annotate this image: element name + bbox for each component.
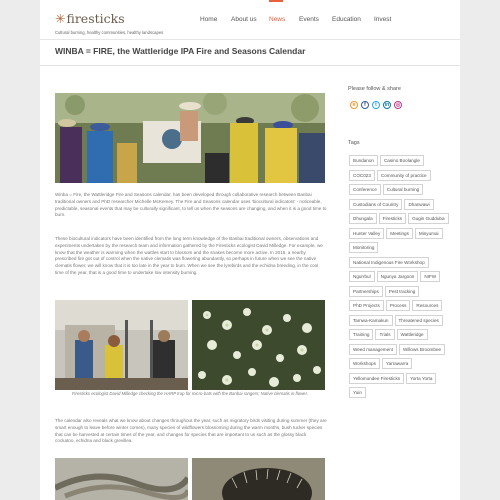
post-paragraph-3: The calendar also reveals what we know about changes throughout the year, such as migratory birds visiting during summer (they are smart enough to leave before winter comes), many species of wildflowers blossoming during the warm months, bush tucker species that can be harvested at certain times of the year, and changes for species that are important to us such as the glossy black cockatoo, echidna and black grevillea. <box>55 418 327 444</box>
rss-icon[interactable] <box>350 101 358 109</box>
tag-minyumai[interactable]: Minyumai <box>415 228 443 239</box>
tag-willows-broombee[interactable]: Willows Broombee <box>399 344 445 355</box>
tag-weed-management[interactable]: Weed management <box>349 344 397 355</box>
twitter-icon-glyph: t <box>375 102 377 108</box>
site-logo-text: firesticks <box>66 11 125 26</box>
tag-national-indigenous-fire-workshop[interactable]: National Indigenous Fire Workshop <box>349 257 429 268</box>
tag-gugin-gudduba[interactable]: Gugin Gudduba <box>408 213 448 224</box>
site-logo[interactable] <box>55 11 125 26</box>
twitter-icon[interactable] <box>372 101 380 109</box>
nav-invest[interactable]: Invest <box>374 16 392 23</box>
tag-ngunya-jargoon[interactable]: Ngunya Jargoon <box>377 271 419 282</box>
nav-about-us[interactable]: About us <box>231 16 257 23</box>
photo-echidna <box>192 458 325 500</box>
linkedin-icon[interactable] <box>383 101 391 109</box>
tag-trials[interactable]: Trials <box>375 329 394 340</box>
post-paragraph-1: Winba = Fire, the Wattleridge Fire and Seasons calendar, has been developed through collaborative research between Banbai traditional owners and PhD researcher Michelle McKemey. The Fire and Seasons calendar uses 'biocultural indicators' - noticeable, predictable, seasonal events that may be culturally significant, to tell us when the seasons are changing, and when it is a good time to burn. <box>55 192 327 218</box>
site-header <box>40 0 460 40</box>
follow-share-heading: Please follow & share <box>348 86 401 92</box>
tag-process[interactable]: Process <box>386 300 411 311</box>
tag-partnerships[interactable]: Partnerships <box>349 286 383 297</box>
firestick-star-icon: ✳ <box>55 11 66 26</box>
tag-casino-boolangle[interactable]: Casino Boolangle <box>380 155 424 166</box>
tag-conference[interactable]: Conference <box>349 184 381 195</box>
active-nav-indicator <box>269 0 283 2</box>
tag-yorta-yorta[interactable]: Yorta Yorta <box>406 373 436 384</box>
hero-photo-group-meeting <box>55 93 325 183</box>
tag-pest-tracking[interactable]: Pest tracking <box>385 286 420 297</box>
tag-yellomundee-firesticks[interactable]: Yellomundee Firesticks <box>349 373 404 384</box>
rss-icon-glyph: ʀ <box>352 102 356 108</box>
nav-events[interactable]: Events <box>299 16 319 23</box>
tag-phd-projects[interactable]: PhD Projects <box>349 300 384 311</box>
tag-nifw[interactable]: NIFW <box>420 271 440 282</box>
tag-coc023[interactable]: COC023 <box>349 170 375 181</box>
tag-workshops[interactable]: Workshops <box>349 358 380 369</box>
photo-caterpillars <box>55 458 188 500</box>
instagram-icon-glyph: ◎ <box>395 102 401 108</box>
tag-hunter-valley[interactable]: Hunter Valley <box>349 228 384 239</box>
page <box>40 0 460 500</box>
tag-training[interactable]: Training <box>349 329 373 340</box>
tag-firesticks[interactable]: Firesticks <box>379 213 406 224</box>
tag-monitoring[interactable]: Monitoring <box>349 242 378 253</box>
tag-meetings[interactable]: Meetings <box>386 228 413 239</box>
tag-dhanwawi[interactable]: Dhanwawi <box>404 199 433 210</box>
nav-home[interactable]: Home <box>200 16 218 23</box>
tag-yarrawarra[interactable]: Yarrawarra <box>382 358 412 369</box>
tag-cultural-burning[interactable]: Cultural burning <box>383 184 423 195</box>
photo-caption: Firesticks ecologist David Milledge checking the HARP trap for micro-bats with the Banbai rangers; Native clematis in flower. <box>71 391 309 396</box>
nav-education[interactable]: Education <box>332 16 361 23</box>
tag-ngurrbul[interactable]: Ngurrbul <box>349 271 375 282</box>
page-title-bar <box>40 40 460 66</box>
tag-yuin[interactable]: Yuin <box>349 387 366 398</box>
instagram-icon[interactable] <box>394 101 402 109</box>
tag-wattleridge[interactable]: Wattleridge <box>397 329 428 340</box>
tag-bundanon[interactable]: Bundanon <box>349 155 378 166</box>
site-tagline: Cultural burning, healthy communities, healthy landscapes <box>55 30 164 35</box>
tag-resources[interactable]: Resources <box>412 300 442 311</box>
facebook-icon[interactable] <box>361 101 369 109</box>
facebook-icon-glyph: f <box>364 102 366 108</box>
photo-harp-trap-rangers <box>55 300 188 390</box>
page-title: WINBA = FIRE, the Wattleridge IPA Fire and Seasons Calendar <box>55 46 306 56</box>
nav-news[interactable]: News <box>269 16 286 23</box>
linkedin-icon-glyph: in <box>384 102 390 108</box>
tag-threatened-species[interactable]: Threatened species <box>395 315 443 326</box>
tag-tamwa-kamakun[interactable]: Tamwa-Kamakun <box>349 315 393 326</box>
tags-heading: Tags <box>348 140 360 146</box>
photo-native-clematis <box>192 300 325 390</box>
tag-community-of-practice[interactable]: Community of practice <box>377 170 431 181</box>
tag-custodians-of-country[interactable]: Custodians of Country <box>349 199 402 210</box>
tag-dhungala[interactable]: Dhungala <box>349 213 377 224</box>
post-paragraph-2: These biocultural indicators have been identified from the long term knowledge of the Banbai traditional owners, observations and experiments undertaken by the research team and information gathered by the Firesticks ecologist David Milledge. For example, we know that the weather is warming when the wattles start to blossom and the snakes become more active. In 2015, a nearby prescribed fire got out of control when the native clematis was flowering abundantly, so perhaps in future when we see the native clematis flower, we will know that it is too late in the year to burn. When we see the lyrebirds and the echidna breeding, in the cool time of the year, that is a good time to undertake low intensity burning. <box>55 236 323 275</box>
